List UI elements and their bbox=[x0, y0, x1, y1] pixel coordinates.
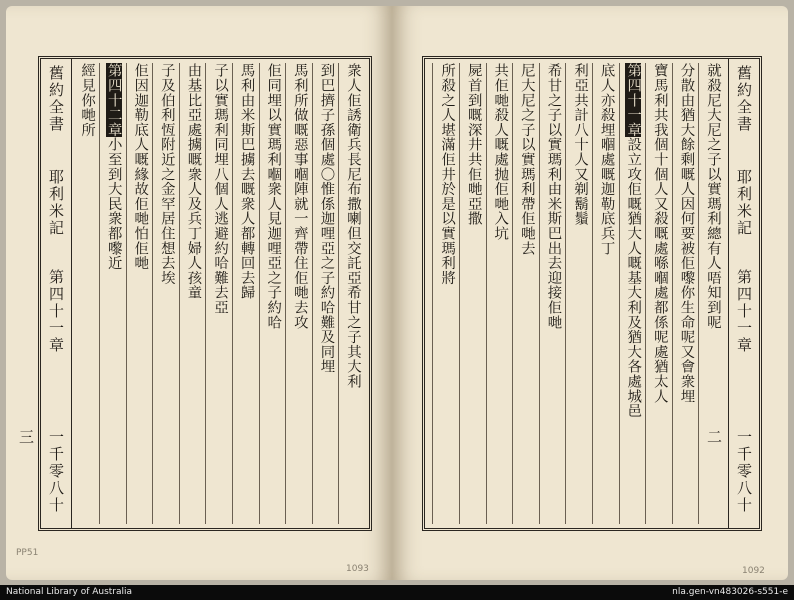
left-page-number: 一千零八十三 bbox=[17, 429, 65, 514]
column-text: 寶馬利共我個十個人又殺嘅處喺嗰處都係呢處猶太人 bbox=[651, 63, 668, 404]
footer-library-name: National Library of Australia bbox=[6, 587, 133, 597]
text-column bbox=[565, 63, 592, 524]
column-text: 底人亦殺埋嗰處嘅迦勒底兵丁 bbox=[598, 63, 615, 256]
left-chapter-label: 第四十一章 bbox=[47, 269, 65, 354]
left-text-frame bbox=[17, 56, 372, 531]
chapter-marker: 第四十二章 bbox=[105, 63, 122, 137]
text-column bbox=[126, 63, 153, 524]
column-text: 馬利所做嘅惡事嗰陣就一齊帶住佢哋去攻 bbox=[291, 63, 308, 330]
text-column bbox=[338, 63, 365, 524]
column-text: 馬利由米斯巴擄去嘅衆人都轉回去歸 bbox=[238, 63, 255, 300]
text-column bbox=[205, 63, 232, 524]
text-column bbox=[99, 63, 126, 524]
left-page bbox=[6, 6, 392, 580]
left-book-name: 耶利米記 bbox=[47, 169, 65, 237]
column-text: 利亞共計八十人又剃鬍鬚 bbox=[572, 63, 589, 226]
column-text: 屍首到嘅深井共佢哋亞撒 bbox=[465, 63, 482, 226]
left-body-text bbox=[75, 63, 365, 524]
column-text: 分散由猶大餘剩嘅人因何要被佢嚟你生命呢又會衆埋 bbox=[678, 63, 695, 404]
text-column bbox=[619, 63, 646, 524]
text-column bbox=[179, 63, 206, 524]
column-text: 就殺尼大尼之子以實瑪利總有人唔知到呢 bbox=[705, 63, 721, 330]
text-column bbox=[672, 63, 699, 524]
text-column bbox=[486, 63, 513, 524]
column-text: 希甘之子以實瑪利由米斯巴出去迎接佢哋 bbox=[545, 63, 562, 330]
right-chapter-label: 第四十一章 bbox=[735, 269, 753, 354]
column-text: 尼大尼之子以實瑪利帶佢哋去 bbox=[518, 63, 535, 256]
column-text: 到巴擠子孫個處〇惟係迦哩亞之子約哈難及同埋 bbox=[318, 63, 335, 374]
column-text: 小至到大民衆都嚟近 bbox=[105, 137, 122, 271]
column-text: 佢因迦勒底人嘅緣故佢哋怕佢哋 bbox=[132, 63, 149, 271]
right-book-title: 舊約全書 bbox=[735, 65, 753, 133]
column-text: 經見你哋所 bbox=[79, 63, 96, 137]
text-column bbox=[75, 63, 99, 524]
column-text: 衆人佢誘衛兵長尼布撒喇但交託亞希甘之子其大利 bbox=[345, 63, 361, 389]
text-column bbox=[459, 63, 486, 524]
text-column bbox=[259, 63, 286, 524]
text-column bbox=[312, 63, 339, 524]
left-pencil-note-top: PP51 bbox=[16, 548, 39, 558]
column-text: 設立攻佢嘅猶大人嘅基大利及猶大各處城邑 bbox=[625, 137, 642, 419]
column-text: 子及伯利恆附近之金罕居住想去埃 bbox=[158, 63, 175, 285]
right-text-frame bbox=[422, 56, 762, 531]
chapter-marker: 第四十一章 bbox=[625, 63, 642, 137]
footer-bar bbox=[0, 585, 794, 600]
column-text: 共佢哋殺人嘅處抛佢哋入坑 bbox=[492, 63, 509, 241]
left-book-title: 舊約全書 bbox=[47, 65, 65, 133]
text-column bbox=[592, 63, 619, 524]
footer-image-id: nla.gen-vn483026-s551-e bbox=[672, 587, 788, 597]
column-text: 佢同埋以實瑪利嗰衆人見迦哩亞之子約哈 bbox=[265, 63, 282, 330]
text-column bbox=[698, 63, 725, 524]
right-book-name: 耶利米記 bbox=[735, 169, 753, 237]
text-column bbox=[539, 63, 566, 524]
text-column bbox=[152, 63, 179, 524]
text-column bbox=[645, 63, 672, 524]
left-pencil-note: 1093 bbox=[346, 564, 369, 574]
text-column bbox=[512, 63, 539, 524]
column-text: 由基比亞處擄嘅衆人及兵丁婦人孩童 bbox=[185, 63, 202, 300]
right-page-number: 一千零八十二 bbox=[705, 429, 753, 514]
text-column bbox=[432, 63, 459, 524]
left-running-header bbox=[17, 59, 72, 528]
column-text: 所殺之人堪滿佢井於是以實瑪利將 bbox=[439, 63, 456, 285]
text-column bbox=[285, 63, 312, 524]
column-text: 子以實瑪利同埋八個人逃避約哈難去亞 bbox=[212, 63, 229, 315]
text-column bbox=[232, 63, 259, 524]
right-pencil-note: 1092 bbox=[742, 566, 765, 576]
right-body-text bbox=[429, 63, 725, 524]
right-page bbox=[392, 6, 788, 580]
